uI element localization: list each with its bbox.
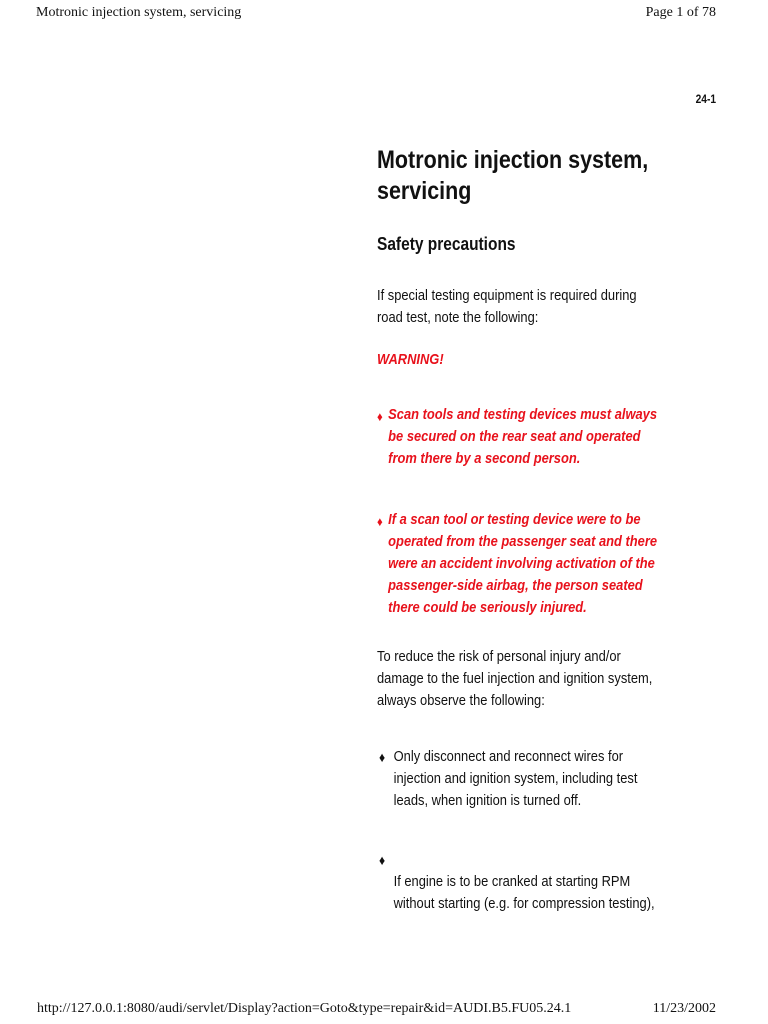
footer-date: 11/23/2002: [652, 1001, 716, 1016]
list-line: without starting (e.g. for compression testing),: [393, 895, 655, 912]
list-line: Only disconnect and reconnect wires for: [393, 748, 624, 765]
warning-line: there could be seriously injured.: [388, 599, 587, 616]
warning-line: be secured on the rear seat and operated: [388, 428, 641, 445]
list-item-text: [394, 746, 638, 812]
paragraph-line: To reduce the risk of personal injury and/or: [377, 648, 621, 665]
warning-text: [388, 404, 657, 470]
warning-line: Scan tools and testing devices must always: [388, 406, 658, 423]
list-line: injection and ignition system, including test: [393, 770, 638, 787]
diamond-bullet-icon: ♦: [379, 749, 386, 765]
header-document-title: Motronic injection system, servicing: [36, 5, 242, 20]
footer-url: http://127.0.0.1:8080/audi/servlet/Display?action=Goto&type=repair&id=AUDI.B5.FU05.24.1: [37, 1001, 572, 1016]
warning-line: were an accident involving activation of the: [388, 555, 655, 572]
page-title: [377, 145, 687, 207]
intro-line: road test, note the following:: [377, 309, 539, 326]
paragraph-line: damage to the fuel injection and ignition system,: [377, 670, 653, 687]
list-line: leads, when ignition is turned off.: [393, 792, 582, 809]
warning-text: [388, 509, 657, 619]
diamond-bullet-icon: ♦: [379, 852, 386, 868]
warning-line: from there by a second person.: [388, 450, 581, 467]
header-page-count: Page 1 of 78: [645, 5, 716, 20]
warning-line: If a scan tool or testing device were to be: [388, 511, 641, 528]
paragraph-line: always observe the following:: [377, 692, 545, 709]
diamond-bullet-icon: ♦: [377, 409, 383, 424]
warning-line: operated from the passenger seat and there: [388, 533, 658, 550]
warning-label: WARNING!: [377, 351, 444, 368]
diamond-bullet-icon: ♦: [377, 514, 383, 529]
list-line: If engine is to be cranked at starting RPM: [393, 873, 631, 890]
page-title-line: servicing: [377, 177, 472, 205]
intro-line: If special testing equipment is required during: [377, 287, 637, 304]
warning-line: passenger-side airbag, the person seated: [388, 577, 643, 594]
list-item-text: [394, 871, 655, 915]
reduce-risk-paragraph: [377, 646, 652, 712]
intro-paragraph: [377, 285, 637, 329]
page-title-line: Motronic injection system,: [377, 146, 649, 174]
section-page-number: 24-1: [695, 92, 716, 106]
section-heading: Safety precautions: [377, 234, 516, 254]
